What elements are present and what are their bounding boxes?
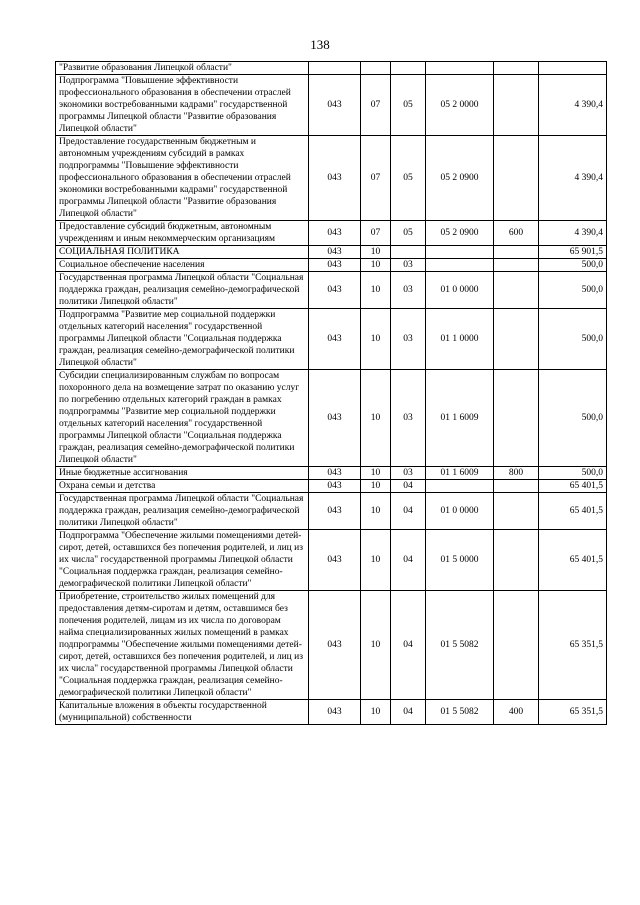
table-row (56, 136, 607, 221)
section-code-cell: 10 (361, 493, 391, 530)
section-code-cell: 10 (361, 370, 391, 467)
subsection-code-cell: 03 (391, 309, 426, 370)
table-row (56, 75, 607, 136)
ministry-code-cell: 043 (309, 480, 361, 493)
expense-type-cell (494, 62, 539, 75)
row-name-cell: Подпрограмма "Развитие мер социальной поддержки отдельных категорий населения" государственной программы Липецкой области "Социальная поддержка граждан, реализация семейно-демографической политики Липецкой области" (56, 309, 309, 370)
row-name-cell: Охрана семьи и детства (56, 480, 309, 493)
subsection-code-cell: 03 (391, 370, 426, 467)
row-name-cell: Подпрограмма "Обеспечение жилыми помещениями детей-сирот, детей, оставшихся без попечения родителей, и лиц из их числа" государственной программы Липецкой области "Социальная поддержка граждан, реализация семейно-демографической политики Липецкой области" (56, 530, 309, 591)
expense-type-cell (494, 493, 539, 530)
ministry-code-cell (309, 62, 361, 75)
row-name-cell: Государственная программа Липецкой области "Социальная поддержка граждан, реализация семейно-демографической политики Липецкой области" (56, 272, 309, 309)
row-name-cell: Социальное обеспечение населения (56, 259, 309, 272)
section-code-cell: 10 (361, 591, 391, 700)
table-row (56, 480, 607, 493)
section-code-cell: 10 (361, 480, 391, 493)
subsection-code-cell: 03 (391, 272, 426, 309)
subsection-code-cell: 04 (391, 591, 426, 700)
table-row (56, 493, 607, 530)
ministry-code-cell: 043 (309, 246, 361, 259)
table-row (56, 221, 607, 246)
row-name-cell: Государственная программа Липецкой области "Социальная поддержка граждан, реализация семейно-демографической политики Липецкой области" (56, 493, 309, 530)
table-body (56, 62, 607, 725)
ministry-code-cell: 043 (309, 530, 361, 591)
target-article-cell: 01 1 6009 (426, 467, 494, 480)
row-name-cell: Приобретение, строительство жилых помещений для предоставления детям-сиротам и детям, оставшимся без попечения родителей, лицам из их числа по договорам найма специализированных жилых помещений в рамках подпрограммы "Обеспечение жилыми помещениями детей-сирот, детей, оставшихся без попечения родителей, и лиц из их числа" государственной программы Липецкой области "Социальная поддержка граждан, реализация семейно-демографической политики Липецкой области" (56, 591, 309, 700)
target-article-cell (426, 480, 494, 493)
row-name-cell: Подпрограмма "Повышение эффективности профессионального образования в обеспечении отраслей экономики востребованными кадрами" государственной программы Липецкой области "Развитие образования Липецкой области" (56, 75, 309, 136)
table-row (56, 62, 607, 75)
amount-cell (539, 62, 607, 75)
expense-type-cell (494, 259, 539, 272)
amount-cell: 65 401,5 (539, 480, 607, 493)
target-article-cell: 01 5 5082 (426, 700, 494, 725)
section-code-cell: 10 (361, 309, 391, 370)
target-article-cell: 01 5 5082 (426, 591, 494, 700)
section-code-cell: 07 (361, 136, 391, 221)
expense-type-cell (494, 591, 539, 700)
expense-type-cell (494, 272, 539, 309)
table-row (56, 530, 607, 591)
table-row (56, 370, 607, 467)
subsection-code-cell: 03 (391, 259, 426, 272)
subsection-code-cell (391, 62, 426, 75)
target-article-cell: 01 1 0000 (426, 309, 494, 370)
ministry-code-cell: 043 (309, 700, 361, 725)
ministry-code-cell: 043 (309, 370, 361, 467)
expense-type-cell: 400 (494, 700, 539, 725)
row-name-cell: Субсидии специализированным службам по вопросам похоронного дела на возмещение затрат по оказанию услуг по погребению отдельных категорий граждан в рамках подпрограммы "Развитие мер социальной поддержки отдельных категорий населения" государственной программы Липецкой области "Социальная поддержка граждан, реализация семейно-демографической политики Липецкой области" (56, 370, 309, 467)
ministry-code-cell: 043 (309, 309, 361, 370)
subsection-code-cell: 05 (391, 221, 426, 246)
target-article-cell (426, 246, 494, 259)
amount-cell: 4 390,4 (539, 136, 607, 221)
expense-type-cell (494, 480, 539, 493)
target-article-cell: 05 2 0000 (426, 75, 494, 136)
amount-cell: 500,0 (539, 309, 607, 370)
subsection-code-cell (391, 246, 426, 259)
section-code-cell: 07 (361, 75, 391, 136)
table-row (56, 259, 607, 272)
table-row (56, 272, 607, 309)
section-code-cell: 10 (361, 467, 391, 480)
expense-type-cell (494, 309, 539, 370)
target-article-cell: 01 0 0000 (426, 272, 494, 309)
amount-cell: 65 351,5 (539, 700, 607, 725)
subsection-code-cell: 03 (391, 467, 426, 480)
expense-type-cell (494, 530, 539, 591)
subsection-code-cell: 05 (391, 136, 426, 221)
budget-table (55, 61, 607, 725)
table-row (56, 309, 607, 370)
subsection-code-cell: 04 (391, 700, 426, 725)
section-code-cell (361, 62, 391, 75)
target-article-cell (426, 62, 494, 75)
expense-type-cell: 800 (494, 467, 539, 480)
amount-cell: 4 390,4 (539, 75, 607, 136)
row-name-cell: Капитальные вложения в объекты государственной (муниципальной) собственности (56, 700, 309, 725)
expense-type-cell (494, 370, 539, 467)
row-name-cell: "Развитие образования Липецкой области" (56, 62, 309, 75)
section-code-cell: 10 (361, 272, 391, 309)
section-code-cell: 10 (361, 246, 391, 259)
table-row (56, 591, 607, 700)
target-article-cell: 05 2 0900 (426, 136, 494, 221)
table-row (56, 467, 607, 480)
expense-type-cell: 600 (494, 221, 539, 246)
amount-cell: 65 401,5 (539, 493, 607, 530)
target-article-cell: 01 0 0000 (426, 493, 494, 530)
table-row (56, 700, 607, 725)
expense-type-cell (494, 246, 539, 259)
section-code-cell: 10 (361, 530, 391, 591)
ministry-code-cell: 043 (309, 75, 361, 136)
amount-cell: 4 390,4 (539, 221, 607, 246)
page-number: 138 (310, 37, 330, 52)
ministry-code-cell: 043 (309, 493, 361, 530)
row-name-cell: Предоставление субсидий бюджетным, автономным учреждениям и иным некоммерческим организациям (56, 221, 309, 246)
section-code-cell: 07 (361, 221, 391, 246)
target-article-cell: 05 2 0900 (426, 221, 494, 246)
ministry-code-cell: 043 (309, 136, 361, 221)
target-article-cell: 01 1 6009 (426, 370, 494, 467)
row-name-cell: Предоставление государственным бюджетным и автономным учреждениям субсидий в рамках подпрограммы "Повышение эффективности профессионального образования в обеспечении отраслей экономики востребованными кадрами" государственной программы Липецкой области "Развитие образования Липецкой области" (56, 136, 309, 221)
section-code-cell: 10 (361, 700, 391, 725)
amount-cell: 500,0 (539, 370, 607, 467)
amount-cell: 500,0 (539, 467, 607, 480)
amount-cell: 500,0 (539, 272, 607, 309)
expense-type-cell (494, 136, 539, 221)
target-article-cell: 01 5 0000 (426, 530, 494, 591)
amount-cell: 65 351,5 (539, 591, 607, 700)
subsection-code-cell: 05 (391, 75, 426, 136)
ministry-code-cell: 043 (309, 259, 361, 272)
subsection-code-cell: 04 (391, 480, 426, 493)
ministry-code-cell: 043 (309, 272, 361, 309)
target-article-cell (426, 259, 494, 272)
table-row (56, 246, 607, 259)
amount-cell: 65 401,5 (539, 530, 607, 591)
subsection-code-cell: 04 (391, 530, 426, 591)
ministry-code-cell: 043 (309, 221, 361, 246)
ministry-code-cell: 043 (309, 591, 361, 700)
subsection-code-cell: 04 (391, 493, 426, 530)
amount-cell: 500,0 (539, 259, 607, 272)
expense-type-cell (494, 75, 539, 136)
row-name-cell: СОЦИАЛЬНАЯ ПОЛИТИКА (56, 246, 309, 259)
ministry-code-cell: 043 (309, 467, 361, 480)
row-name-cell: Иные бюджетные ассигнования (56, 467, 309, 480)
amount-cell: 65 901,5 (539, 246, 607, 259)
section-code-cell: 10 (361, 259, 391, 272)
